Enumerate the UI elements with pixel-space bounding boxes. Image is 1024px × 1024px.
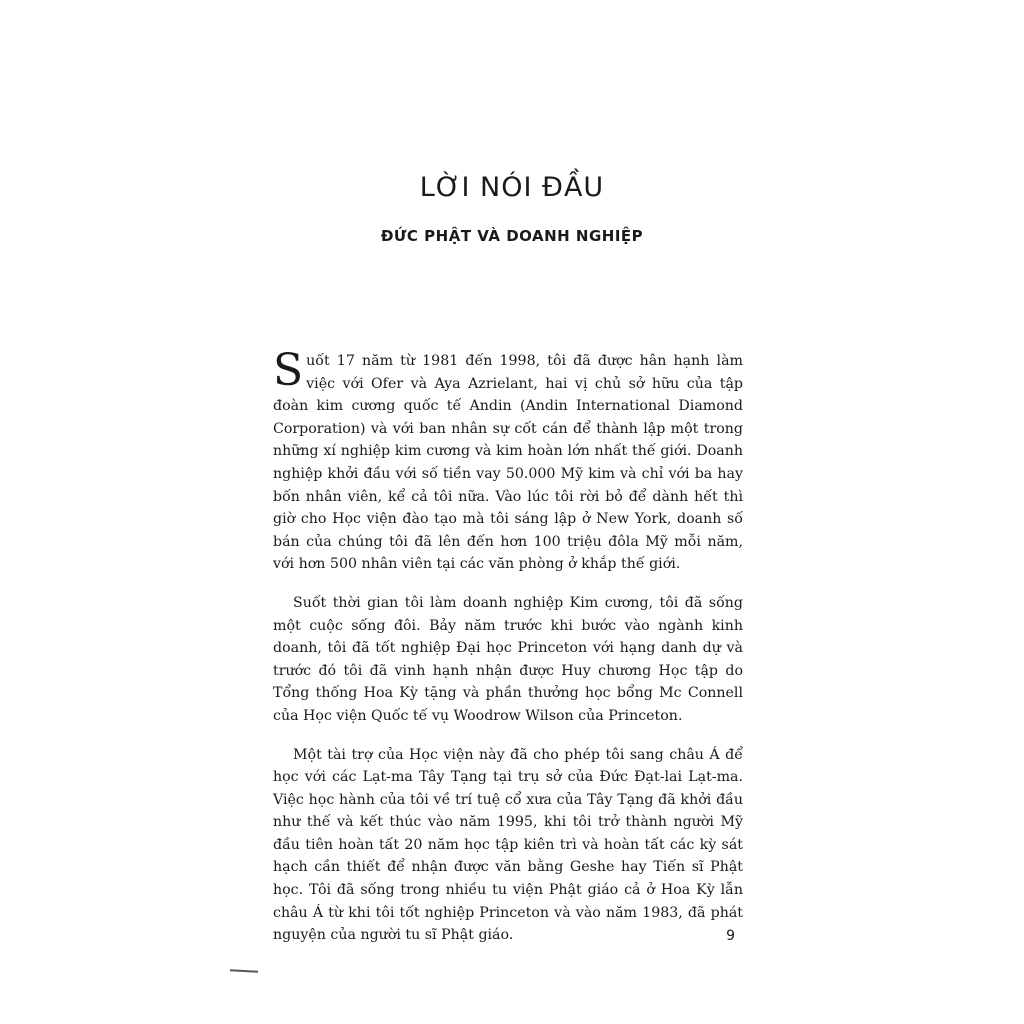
drop-cap: S: [273, 345, 304, 396]
paragraph-2: Suốt thời gian tôi làm doanh nghiệp Kim cương, tôi đã sống một cuộc sống đôi. Bảy năm trước khi bước vào ngành kinh doanh, tôi đã tốt nghiệp Đại học Princeton với hạng danh dự và trước đó tôi đã vinh hạnh nhận được Huy chương Học tập do Tổng thống Hoa Kỳ tặng và phần thưởng học bổng Mc Connell của Học viện Quốc tế vụ Woodrow Wilson của Princeton.: [273, 594, 743, 724]
chapter-subtitle: ĐỨC PHẬT VÀ DOANH NGHIỆP: [380, 227, 644, 245]
chapter-title: LỜI NÓI ĐẦU: [419, 172, 605, 203]
body-text: [273, 345, 743, 963]
paragraph-1: [273, 345, 743, 576]
paragraph-3: Một tài trợ của Học viện này đã cho phép tôi sang châu Á để học với các Lạt-ma Tây Tạng tại trụ sở của Đức Đạt-lai Lạt-ma. Việc học hành của tôi về trí tuệ cổ xưa của Tây Tạng đã khởi đầu như thế và kết thúc vào năm 1995, khi tôi trở thành người Mỹ đầu tiên hoàn tất 20 năm học tập kiên trì và hoàn tất các kỳ sát hạch cần thiết để nhận được văn bằng Geshe hay Tiến sĩ Phật học. Tôi đã sống trong nhiều tu viện Phật giáo cả ở Hoa Kỳ lẫn châu Á từ khi tôi tốt nghiệp Princeton và vào năm 1983, đã phát nguyện của người tu sĩ Phật giáo.: [273, 746, 743, 944]
paragraph-1-text: uốt 17 năm từ 1981 đến 1998, tôi đã được hân hạnh làm việc với Ofer và Aya Azrielant, hai vị chủ sở hữu của tập đoàn kim cương quốc tế Andin (Andin International Diamond Corporation) và với ban nhân sự cốt cán để thành lập một trong những xí nghiệp kim cương và kim hoàn lớn nhất thế giới. Doanh nghiệp khởi đầu với số tiền vay 50.000 Mỹ kim và chỉ với ba hay bốn nhân viên, kể cả tôi nữa. Vào lúc tôi rời bỏ để dành hết thì giờ cho Học viện đào tạo mà tôi sáng lập ở New York, doanh số bán của chúng tôi đã lên đến hơn 100 triệu đôla Mỹ mỗi năm, với hơn 500 nhân viên tại các văn phòng ở khắp thế giới.: [273, 353, 743, 573]
scan-edge-mark: [230, 969, 258, 972]
page-number: 9: [726, 928, 735, 944]
